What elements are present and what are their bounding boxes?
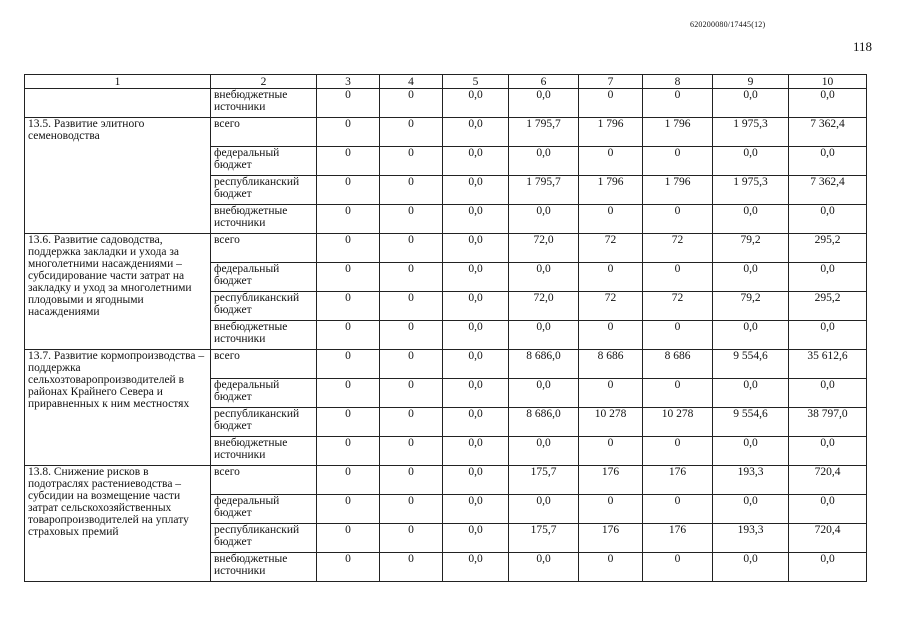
value-cell: 72	[643, 292, 713, 321]
column-header: 9	[713, 75, 789, 89]
value-cell: 0	[643, 495, 713, 524]
value-cell: 295,2	[789, 234, 867, 263]
value-cell: 0	[643, 147, 713, 176]
value-cell: 0,0	[443, 234, 509, 263]
value-cell: 1 795,7	[509, 118, 579, 147]
funding-source-cell: федеральный бюджет	[211, 263, 317, 292]
value-cell: 38 797,0	[789, 408, 867, 437]
value-cell: 0,0	[443, 437, 509, 466]
table-row	[25, 466, 867, 495]
value-cell: 0,0	[713, 263, 789, 292]
column-header: 10	[789, 75, 867, 89]
value-cell: 0	[380, 379, 443, 408]
value-cell: 0,0	[509, 263, 579, 292]
value-cell: 1 796	[643, 176, 713, 205]
value-cell: 0,0	[443, 263, 509, 292]
value-cell: 0	[380, 292, 443, 321]
value-cell: 1 796	[643, 118, 713, 147]
value-cell: 0	[643, 263, 713, 292]
value-cell: 1 796	[579, 118, 643, 147]
value-cell: 176	[643, 466, 713, 495]
column-header: 8	[643, 75, 713, 89]
column-header-row	[25, 75, 867, 89]
value-cell: 0	[380, 118, 443, 147]
value-cell: 0,0	[713, 321, 789, 350]
funding-source-cell: внебюджетные источники	[211, 205, 317, 234]
value-cell: 0	[317, 553, 380, 582]
value-cell: 0	[317, 176, 380, 205]
value-cell: 0	[643, 379, 713, 408]
funding-source-cell: внебюджетные источники	[211, 553, 317, 582]
value-cell: 0	[317, 466, 380, 495]
value-cell: 0,0	[443, 524, 509, 553]
value-cell: 0,0	[443, 466, 509, 495]
value-cell: 0,0	[509, 437, 579, 466]
column-header: 1	[25, 75, 211, 89]
table-row	[25, 350, 867, 379]
value-cell: 0,0	[443, 350, 509, 379]
value-cell: 8 686	[643, 350, 713, 379]
value-cell: 0	[317, 89, 380, 118]
value-cell: 10 278	[643, 408, 713, 437]
column-header: 5	[443, 75, 509, 89]
page-number: 118	[853, 39, 873, 54]
value-cell: 0	[380, 176, 443, 205]
value-cell: 0,0	[789, 89, 867, 118]
value-cell: 9 554,6	[713, 350, 789, 379]
value-cell: 72,0	[509, 234, 579, 263]
value-cell: 7 362,4	[789, 176, 867, 205]
value-cell: 0,0	[713, 205, 789, 234]
column-header: 6	[509, 75, 579, 89]
value-cell: 0	[317, 263, 380, 292]
value-cell: 175,7	[509, 466, 579, 495]
value-cell: 0,0	[509, 379, 579, 408]
value-cell: 0	[317, 234, 380, 263]
value-cell: 176	[579, 524, 643, 553]
value-cell: 8 686,0	[509, 408, 579, 437]
value-cell: 0,0	[789, 437, 867, 466]
table-body	[25, 75, 867, 582]
value-cell: 0	[380, 350, 443, 379]
value-cell: 0,0	[713, 495, 789, 524]
value-cell: 72	[579, 292, 643, 321]
value-cell: 176	[579, 466, 643, 495]
funding-source-cell: всего	[211, 118, 317, 147]
value-cell: 0	[643, 553, 713, 582]
value-cell: 0,0	[443, 118, 509, 147]
table-row	[25, 234, 867, 263]
value-cell: 0,0	[509, 147, 579, 176]
value-cell: 0	[317, 408, 380, 437]
value-cell: 0,0	[713, 89, 789, 118]
value-cell: 0,0	[443, 553, 509, 582]
value-cell: 0	[643, 437, 713, 466]
value-cell: 0,0	[443, 408, 509, 437]
value-cell: 0,0	[443, 379, 509, 408]
value-cell: 72	[643, 234, 713, 263]
value-cell: 0	[380, 553, 443, 582]
value-cell: 8 686,0	[509, 350, 579, 379]
value-cell: 8 686	[579, 350, 643, 379]
value-cell: 0	[579, 495, 643, 524]
measure-name-cell: 13.8. Снижение рисков в подотраслях растениеводства – субсидии на возмещение части затрат сельскохозяйственных товаропроизводителей на уплату страховых премий	[25, 466, 211, 582]
measure-name-cell	[25, 89, 211, 118]
measure-name-cell: 13.7. Развитие кормопроизводства – поддержка сельхозтоваропроизводителей в районах Крайнего Севера и приравненных к ним местностях	[25, 350, 211, 466]
value-cell: 0	[579, 553, 643, 582]
value-cell: 175,7	[509, 524, 579, 553]
value-cell: 0	[579, 147, 643, 176]
value-cell: 0	[380, 234, 443, 263]
value-cell: 193,3	[713, 466, 789, 495]
value-cell: 0,0	[789, 147, 867, 176]
value-cell: 9 554,6	[713, 408, 789, 437]
measure-name-cell: 13.5. Развитие элитного семеноводства	[25, 118, 211, 234]
funding-source-cell: федеральный бюджет	[211, 495, 317, 524]
value-cell: 0,0	[789, 321, 867, 350]
value-cell: 0	[317, 147, 380, 176]
value-cell: 35 612,6	[789, 350, 867, 379]
value-cell: 1 795,7	[509, 176, 579, 205]
budget-table	[24, 74, 867, 582]
value-cell: 79,2	[713, 234, 789, 263]
value-cell: 1 975,3	[713, 118, 789, 147]
value-cell: 72	[579, 234, 643, 263]
value-cell: 0,0	[509, 553, 579, 582]
value-cell: 0	[380, 89, 443, 118]
funding-source-cell: республиканский бюджет	[211, 524, 317, 553]
funding-source-cell: федеральный бюджет	[211, 379, 317, 408]
value-cell: 295,2	[789, 292, 867, 321]
value-cell: 10 278	[579, 408, 643, 437]
value-cell: 0,0	[509, 89, 579, 118]
value-cell: 0,0	[509, 205, 579, 234]
value-cell: 193,3	[713, 524, 789, 553]
value-cell: 7 362,4	[789, 118, 867, 147]
column-header: 4	[380, 75, 443, 89]
value-cell: 0	[579, 321, 643, 350]
funding-source-cell: внебюджетные источники	[211, 89, 317, 118]
value-cell: 1 975,3	[713, 176, 789, 205]
value-cell: 0	[380, 205, 443, 234]
value-cell: 0	[643, 321, 713, 350]
value-cell: 72,0	[509, 292, 579, 321]
value-cell: 0	[643, 205, 713, 234]
value-cell: 720,4	[789, 524, 867, 553]
funding-source-cell: федеральный бюджет	[211, 147, 317, 176]
column-header: 3	[317, 75, 380, 89]
measure-name-cell: 13.6. Развитие садоводства, поддержка закладки и ухода за многолетними насаждениями – субсидирование части затрат на закладку и уход за многолетними плодовыми и ягодными насаждениями	[25, 234, 211, 350]
value-cell: 0,0	[443, 147, 509, 176]
value-cell: 0	[579, 263, 643, 292]
column-header: 7	[579, 75, 643, 89]
value-cell: 0,0	[713, 437, 789, 466]
value-cell: 0	[380, 495, 443, 524]
value-cell: 0	[317, 292, 380, 321]
value-cell: 0	[317, 321, 380, 350]
value-cell: 0	[380, 321, 443, 350]
value-cell: 0	[380, 466, 443, 495]
table-row	[25, 118, 867, 147]
value-cell: 1 796	[579, 176, 643, 205]
value-cell: 0	[317, 350, 380, 379]
value-cell: 0,0	[713, 147, 789, 176]
value-cell: 0,0	[443, 292, 509, 321]
value-cell: 0	[380, 437, 443, 466]
table-row	[25, 89, 867, 118]
value-cell: 0,0	[789, 205, 867, 234]
value-cell: 0	[380, 408, 443, 437]
funding-source-cell: внебюджетные источники	[211, 321, 317, 350]
value-cell: 0	[317, 118, 380, 147]
value-cell: 720,4	[789, 466, 867, 495]
value-cell: 0,0	[713, 553, 789, 582]
value-cell: 0,0	[789, 379, 867, 408]
funding-source-cell: всего	[211, 234, 317, 263]
value-cell: 176	[643, 524, 713, 553]
value-cell: 0,0	[789, 263, 867, 292]
value-cell: 0,0	[713, 379, 789, 408]
value-cell: 0,0	[789, 495, 867, 524]
value-cell: 0	[579, 437, 643, 466]
funding-source-cell: республиканский бюджет	[211, 408, 317, 437]
value-cell: 0	[380, 263, 443, 292]
value-cell: 0	[579, 205, 643, 234]
column-header: 2	[211, 75, 317, 89]
value-cell: 0,0	[443, 495, 509, 524]
value-cell: 79,2	[713, 292, 789, 321]
value-cell: 0	[317, 379, 380, 408]
funding-source-cell: всего	[211, 350, 317, 379]
value-cell: 0	[579, 89, 643, 118]
value-cell: 0	[579, 379, 643, 408]
value-cell: 0,0	[443, 205, 509, 234]
value-cell: 0,0	[789, 553, 867, 582]
value-cell: 0,0	[443, 321, 509, 350]
funding-source-cell: внебюджетные источники	[211, 437, 317, 466]
value-cell: 0	[317, 524, 380, 553]
funding-source-cell: всего	[211, 466, 317, 495]
value-cell: 0	[317, 495, 380, 524]
value-cell: 0	[380, 524, 443, 553]
value-cell: 0	[317, 205, 380, 234]
value-cell: 0	[380, 147, 443, 176]
funding-source-cell: республиканский бюджет	[211, 176, 317, 205]
value-cell: 0	[643, 89, 713, 118]
value-cell: 0,0	[443, 89, 509, 118]
value-cell: 0,0	[443, 176, 509, 205]
value-cell: 0,0	[509, 495, 579, 524]
value-cell: 0	[317, 437, 380, 466]
document-code: 620200080/17445(12)	[690, 20, 766, 29]
funding-source-cell: республиканский бюджет	[211, 292, 317, 321]
value-cell: 0,0	[509, 321, 579, 350]
